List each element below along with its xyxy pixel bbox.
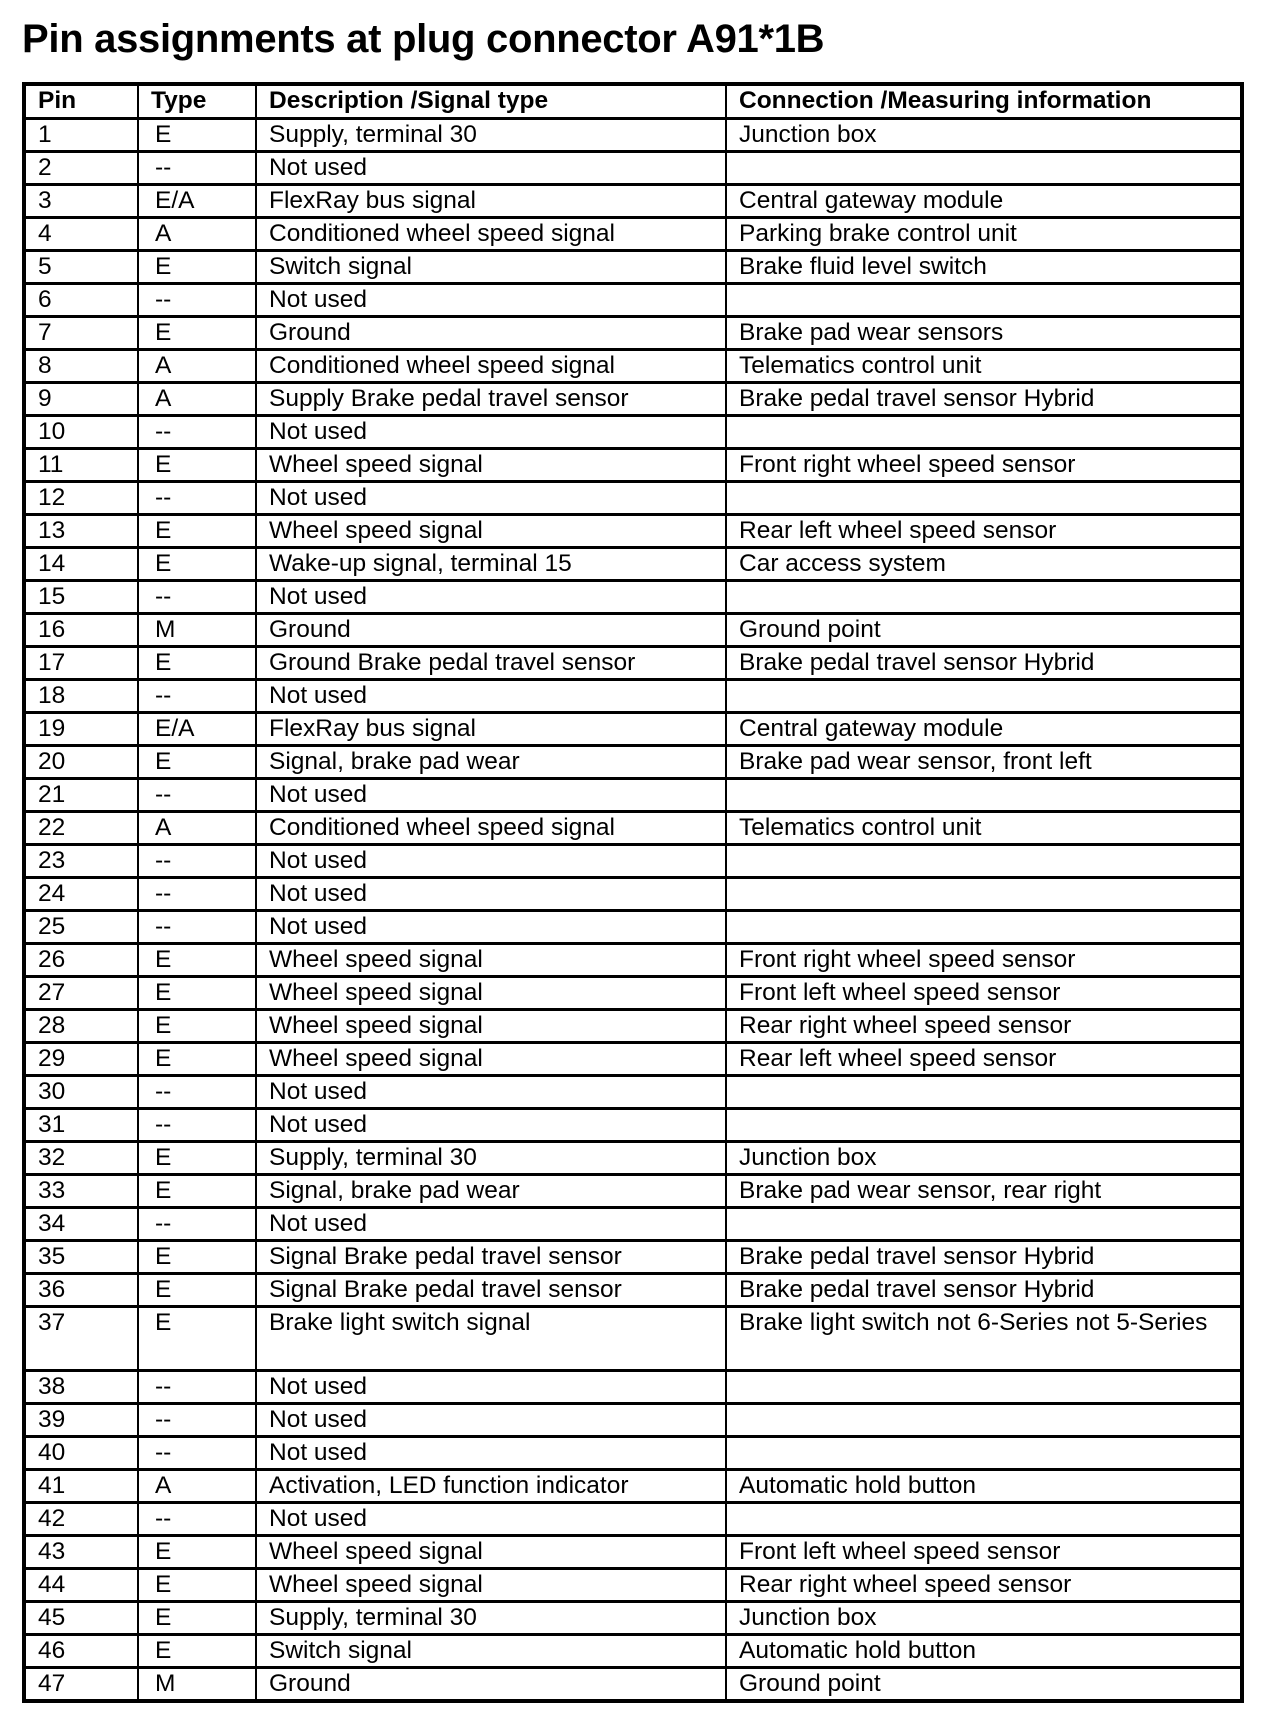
cell-connection: Front right wheel speed sensor bbox=[726, 944, 1242, 977]
table-row bbox=[24, 713, 1242, 746]
cell-type: -- bbox=[138, 845, 256, 878]
cell-connection: Car access system bbox=[726, 548, 1242, 581]
table-row bbox=[24, 1175, 1242, 1208]
cell-type: -- bbox=[138, 1076, 256, 1109]
cell-pin: 41 bbox=[24, 1470, 138, 1503]
cell-description: Not used bbox=[256, 284, 726, 317]
cell-description: Not used bbox=[256, 878, 726, 911]
cell-pin: 3 bbox=[24, 185, 138, 218]
table-row bbox=[24, 1404, 1242, 1437]
cell-connection bbox=[726, 911, 1242, 944]
cell-type: M bbox=[138, 614, 256, 647]
cell-description: Not used bbox=[256, 1076, 726, 1109]
cell-pin: 29 bbox=[24, 1043, 138, 1076]
cell-pin: 27 bbox=[24, 977, 138, 1010]
table-row bbox=[24, 515, 1242, 548]
cell-description: Supply Brake pedal travel sensor bbox=[256, 383, 726, 416]
table-row bbox=[24, 1371, 1242, 1404]
cell-connection bbox=[726, 416, 1242, 449]
cell-pin: 6 bbox=[24, 284, 138, 317]
cell-pin: 33 bbox=[24, 1175, 138, 1208]
cell-type: E bbox=[138, 317, 256, 350]
cell-pin: 18 bbox=[24, 680, 138, 713]
cell-connection: Automatic hold button bbox=[726, 1635, 1242, 1668]
cell-connection: Brake pedal travel sensor Hybrid bbox=[726, 1274, 1242, 1307]
cell-description: Signal, brake pad wear bbox=[256, 1175, 726, 1208]
table-row bbox=[24, 251, 1242, 284]
cell-pin: 17 bbox=[24, 647, 138, 680]
table-row bbox=[24, 680, 1242, 713]
cell-type: E bbox=[138, 1010, 256, 1043]
cell-pin: 15 bbox=[24, 581, 138, 614]
cell-type: E bbox=[138, 1241, 256, 1274]
table-header-row bbox=[24, 84, 1242, 119]
cell-type: -- bbox=[138, 1109, 256, 1142]
cell-description: Wheel speed signal bbox=[256, 1569, 726, 1602]
cell-pin: 37 bbox=[24, 1307, 138, 1371]
cell-connection: Ground point bbox=[726, 1668, 1242, 1702]
table-row bbox=[24, 581, 1242, 614]
cell-connection: Brake pad wear sensor, front left bbox=[726, 746, 1242, 779]
cell-type: E bbox=[138, 1175, 256, 1208]
cell-type: E bbox=[138, 1602, 256, 1635]
cell-type: E bbox=[138, 119, 256, 152]
cell-description: Conditioned wheel speed signal bbox=[256, 350, 726, 383]
cell-pin: 35 bbox=[24, 1241, 138, 1274]
table-row bbox=[24, 944, 1242, 977]
cell-connection bbox=[726, 1076, 1242, 1109]
cell-description: Signal, brake pad wear bbox=[256, 746, 726, 779]
cell-connection: Parking brake control unit bbox=[726, 218, 1242, 251]
cell-type: -- bbox=[138, 1437, 256, 1470]
cell-pin: 43 bbox=[24, 1536, 138, 1569]
cell-pin: 47 bbox=[24, 1668, 138, 1702]
cell-description: Not used bbox=[256, 1437, 726, 1470]
cell-connection bbox=[726, 1371, 1242, 1404]
cell-connection: Automatic hold button bbox=[726, 1470, 1242, 1503]
cell-type: E bbox=[138, 746, 256, 779]
cell-type: E bbox=[138, 944, 256, 977]
cell-description: Wheel speed signal bbox=[256, 1043, 726, 1076]
table-row bbox=[24, 1668, 1242, 1702]
table-row bbox=[24, 1470, 1242, 1503]
table-row bbox=[24, 746, 1242, 779]
column-header-description: Description /Signal type bbox=[256, 84, 726, 119]
cell-pin: 1 bbox=[24, 119, 138, 152]
cell-connection: Brake pad wear sensors bbox=[726, 317, 1242, 350]
cell-description: Not used bbox=[256, 152, 726, 185]
cell-description: Signal Brake pedal travel sensor bbox=[256, 1241, 726, 1274]
cell-description: Not used bbox=[256, 581, 726, 614]
cell-type: E bbox=[138, 1635, 256, 1668]
cell-pin: 10 bbox=[24, 416, 138, 449]
cell-pin: 2 bbox=[24, 152, 138, 185]
cell-connection: Central gateway module bbox=[726, 713, 1242, 746]
cell-description: Not used bbox=[256, 416, 726, 449]
cell-description: Supply, terminal 30 bbox=[256, 1142, 726, 1175]
cell-pin: 34 bbox=[24, 1208, 138, 1241]
cell-pin: 30 bbox=[24, 1076, 138, 1109]
cell-type: A bbox=[138, 383, 256, 416]
column-header-pin: Pin bbox=[24, 84, 138, 119]
table-row bbox=[24, 614, 1242, 647]
table-row bbox=[24, 845, 1242, 878]
table-row bbox=[24, 449, 1242, 482]
cell-pin: 22 bbox=[24, 812, 138, 845]
cell-type: -- bbox=[138, 1208, 256, 1241]
cell-type: E bbox=[138, 449, 256, 482]
table-row bbox=[24, 911, 1242, 944]
cell-connection bbox=[726, 1109, 1242, 1142]
cell-connection: Rear right wheel speed sensor bbox=[726, 1569, 1242, 1602]
cell-pin: 8 bbox=[24, 350, 138, 383]
cell-type: -- bbox=[138, 878, 256, 911]
cell-description: FlexRay bus signal bbox=[256, 713, 726, 746]
cell-type: -- bbox=[138, 1503, 256, 1536]
column-header-connection: Connection /Measuring information bbox=[726, 84, 1242, 119]
cell-connection: Brake pedal travel sensor Hybrid bbox=[726, 1241, 1242, 1274]
cell-description: Ground bbox=[256, 1668, 726, 1702]
cell-pin: 31 bbox=[24, 1109, 138, 1142]
cell-connection: Brake pad wear sensor, rear right bbox=[726, 1175, 1242, 1208]
table-row bbox=[24, 284, 1242, 317]
cell-type: A bbox=[138, 812, 256, 845]
cell-description: Supply, terminal 30 bbox=[256, 119, 726, 152]
table-row bbox=[24, 1043, 1242, 1076]
table-row bbox=[24, 416, 1242, 449]
table-row bbox=[24, 482, 1242, 515]
pin-assignment-table bbox=[22, 82, 1244, 1703]
cell-description: Not used bbox=[256, 1208, 726, 1241]
cell-description: Switch signal bbox=[256, 1635, 726, 1668]
cell-pin: 26 bbox=[24, 944, 138, 977]
cell-description: Supply, terminal 30 bbox=[256, 1602, 726, 1635]
table-row bbox=[24, 383, 1242, 416]
cell-pin: 5 bbox=[24, 251, 138, 284]
cell-description: Wheel speed signal bbox=[256, 449, 726, 482]
cell-type: -- bbox=[138, 680, 256, 713]
cell-pin: 36 bbox=[24, 1274, 138, 1307]
cell-connection: Junction box bbox=[726, 1142, 1242, 1175]
cell-description: Wheel speed signal bbox=[256, 515, 726, 548]
table-row bbox=[24, 1208, 1242, 1241]
cell-type: -- bbox=[138, 152, 256, 185]
cell-type: E bbox=[138, 515, 256, 548]
cell-pin: 32 bbox=[24, 1142, 138, 1175]
table-row bbox=[24, 185, 1242, 218]
cell-connection: Front right wheel speed sensor bbox=[726, 449, 1242, 482]
cell-description: Not used bbox=[256, 1503, 726, 1536]
cell-description: Signal Brake pedal travel sensor bbox=[256, 1274, 726, 1307]
cell-description: Not used bbox=[256, 1404, 726, 1437]
cell-pin: 9 bbox=[24, 383, 138, 416]
cell-description: Ground bbox=[256, 317, 726, 350]
cell-description: FlexRay bus signal bbox=[256, 185, 726, 218]
cell-type: -- bbox=[138, 779, 256, 812]
cell-connection bbox=[726, 152, 1242, 185]
table-row bbox=[24, 1076, 1242, 1109]
cell-type: -- bbox=[138, 1404, 256, 1437]
cell-type: -- bbox=[138, 1371, 256, 1404]
cell-connection: Rear left wheel speed sensor bbox=[726, 1043, 1242, 1076]
cell-connection: Brake pedal travel sensor Hybrid bbox=[726, 383, 1242, 416]
cell-description: Not used bbox=[256, 680, 726, 713]
cell-connection: Brake pedal travel sensor Hybrid bbox=[726, 647, 1242, 680]
cell-description: Not used bbox=[256, 779, 726, 812]
cell-type: A bbox=[138, 1470, 256, 1503]
cell-connection bbox=[726, 482, 1242, 515]
cell-pin: 19 bbox=[24, 713, 138, 746]
table-row bbox=[24, 779, 1242, 812]
table-row bbox=[24, 1307, 1242, 1371]
table-row bbox=[24, 119, 1242, 152]
cell-connection bbox=[726, 581, 1242, 614]
cell-type: -- bbox=[138, 911, 256, 944]
cell-description: Activation, LED function indicator bbox=[256, 1470, 726, 1503]
cell-type: E bbox=[138, 1274, 256, 1307]
cell-description: Wake-up signal, terminal 15 bbox=[256, 548, 726, 581]
cell-pin: 39 bbox=[24, 1404, 138, 1437]
table-row bbox=[24, 1142, 1242, 1175]
cell-connection bbox=[726, 878, 1242, 911]
cell-pin: 4 bbox=[24, 218, 138, 251]
cell-type: A bbox=[138, 350, 256, 383]
cell-description: Not used bbox=[256, 911, 726, 944]
table-row bbox=[24, 878, 1242, 911]
cell-connection bbox=[726, 779, 1242, 812]
cell-pin: 16 bbox=[24, 614, 138, 647]
table-row bbox=[24, 812, 1242, 845]
cell-connection: Rear left wheel speed sensor bbox=[726, 515, 1242, 548]
cell-connection: Rear right wheel speed sensor bbox=[726, 1010, 1242, 1043]
table-row bbox=[24, 1010, 1242, 1043]
cell-type: E/A bbox=[138, 185, 256, 218]
cell-description: Wheel speed signal bbox=[256, 1536, 726, 1569]
cell-pin: 12 bbox=[24, 482, 138, 515]
cell-connection: Telematics control unit bbox=[726, 812, 1242, 845]
cell-pin: 7 bbox=[24, 317, 138, 350]
table-row bbox=[24, 647, 1242, 680]
cell-pin: 21 bbox=[24, 779, 138, 812]
cell-connection bbox=[726, 680, 1242, 713]
cell-connection bbox=[726, 845, 1242, 878]
cell-pin: 28 bbox=[24, 1010, 138, 1043]
cell-pin: 23 bbox=[24, 845, 138, 878]
cell-pin: 45 bbox=[24, 1602, 138, 1635]
cell-type: E bbox=[138, 1043, 256, 1076]
cell-pin: 24 bbox=[24, 878, 138, 911]
cell-connection bbox=[726, 1437, 1242, 1470]
cell-type: E bbox=[138, 647, 256, 680]
table-row bbox=[24, 1109, 1242, 1142]
cell-description: Ground Brake pedal travel sensor bbox=[256, 647, 726, 680]
cell-description: Wheel speed signal bbox=[256, 977, 726, 1010]
cell-description: Not used bbox=[256, 482, 726, 515]
cell-type: A bbox=[138, 218, 256, 251]
cell-type: E bbox=[138, 1307, 256, 1371]
table-row bbox=[24, 1274, 1242, 1307]
cell-description: Conditioned wheel speed signal bbox=[256, 218, 726, 251]
cell-connection: Brake light switch not 6-Series not 5-Series bbox=[726, 1307, 1242, 1371]
cell-pin: 40 bbox=[24, 1437, 138, 1470]
cell-type: E bbox=[138, 548, 256, 581]
table-row bbox=[24, 1536, 1242, 1569]
cell-description: Not used bbox=[256, 845, 726, 878]
cell-description: Wheel speed signal bbox=[256, 1010, 726, 1043]
table-row bbox=[24, 1437, 1242, 1470]
cell-type: E bbox=[138, 977, 256, 1010]
cell-description: Not used bbox=[256, 1371, 726, 1404]
table-row bbox=[24, 152, 1242, 185]
table-row bbox=[24, 548, 1242, 581]
cell-pin: 25 bbox=[24, 911, 138, 944]
cell-connection: Front left wheel speed sensor bbox=[726, 977, 1242, 1010]
cell-connection: Telematics control unit bbox=[726, 350, 1242, 383]
cell-pin: 46 bbox=[24, 1635, 138, 1668]
table-row bbox=[24, 977, 1242, 1010]
cell-type: -- bbox=[138, 416, 256, 449]
cell-connection: Junction box bbox=[726, 119, 1242, 152]
cell-type: E bbox=[138, 1569, 256, 1602]
cell-pin: 11 bbox=[24, 449, 138, 482]
cell-type: -- bbox=[138, 284, 256, 317]
cell-connection: Ground point bbox=[726, 614, 1242, 647]
table-row bbox=[24, 1602, 1242, 1635]
cell-connection bbox=[726, 284, 1242, 317]
cell-description: Not used bbox=[256, 1109, 726, 1142]
cell-type: E/A bbox=[138, 713, 256, 746]
cell-connection bbox=[726, 1503, 1242, 1536]
cell-description: Switch signal bbox=[256, 251, 726, 284]
cell-description: Brake light switch signal bbox=[256, 1307, 726, 1371]
table-row bbox=[24, 350, 1242, 383]
table-row bbox=[24, 1569, 1242, 1602]
cell-connection bbox=[726, 1404, 1242, 1437]
cell-pin: 38 bbox=[24, 1371, 138, 1404]
page-title: Pin assignments at plug connector A91*1B bbox=[22, 17, 825, 61]
cell-connection bbox=[726, 1208, 1242, 1241]
cell-description: Wheel speed signal bbox=[256, 944, 726, 977]
cell-description: Ground bbox=[256, 614, 726, 647]
cell-type: -- bbox=[138, 581, 256, 614]
cell-pin: 42 bbox=[24, 1503, 138, 1536]
cell-type: -- bbox=[138, 482, 256, 515]
cell-connection: Junction box bbox=[726, 1602, 1242, 1635]
cell-type: E bbox=[138, 251, 256, 284]
column-header-type: Type bbox=[138, 84, 256, 119]
cell-connection: Front left wheel speed sensor bbox=[726, 1536, 1242, 1569]
table-row bbox=[24, 1241, 1242, 1274]
cell-pin: 14 bbox=[24, 548, 138, 581]
cell-pin: 20 bbox=[24, 746, 138, 779]
table-row bbox=[24, 317, 1242, 350]
cell-type: M bbox=[138, 1668, 256, 1702]
table-row bbox=[24, 1635, 1242, 1668]
cell-pin: 44 bbox=[24, 1569, 138, 1602]
cell-type: E bbox=[138, 1142, 256, 1175]
cell-description: Conditioned wheel speed signal bbox=[256, 812, 726, 845]
cell-connection: Central gateway module bbox=[726, 185, 1242, 218]
cell-pin: 13 bbox=[24, 515, 138, 548]
cell-connection: Brake fluid level switch bbox=[726, 251, 1242, 284]
cell-type: E bbox=[138, 1536, 256, 1569]
table-row bbox=[24, 218, 1242, 251]
table-row bbox=[24, 1503, 1242, 1536]
